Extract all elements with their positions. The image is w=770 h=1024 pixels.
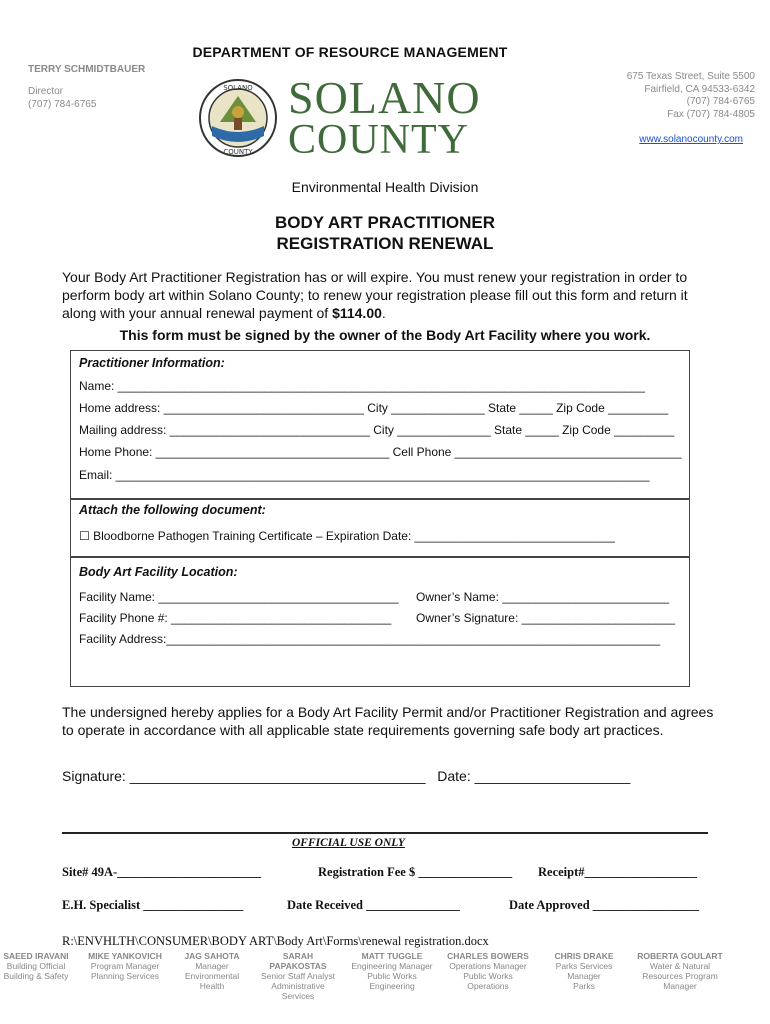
signature-field[interactable]: Signature: ______________________________________ [62, 768, 426, 784]
owner-signature-field[interactable]: Owner’s Signature: _______________________ [416, 611, 676, 625]
name-field[interactable]: Name: _______________________________________________________________________________ [79, 379, 645, 393]
staff-contact [0, 951, 72, 981]
official-use-heading: OFFICIAL USE ONLY [292, 837, 405, 849]
staff-role: Building & Safety [3, 971, 69, 981]
signature-notice: This form must be signed by the owner of the Body Art Facility where you work. [119, 327, 651, 343]
site-number-field[interactable]: Site# 49A-_______________________ [62, 865, 261, 879]
signature-line [62, 768, 630, 784]
department-title: DEPARTMENT OF RESOURCE MANAGEMENT [192, 44, 508, 60]
form-title-line2: REGISTRATION RENEWAL [276, 234, 494, 253]
director-name: TERRY SCHMIDTBAUER [28, 64, 146, 75]
email-field[interactable]: Email: ________________________________________________________________________________ [79, 468, 650, 482]
mailing-address-field[interactable]: Mailing address: ______________________________ City ______________ State _____ Zip Code _________ [79, 423, 675, 437]
facility-phone-field[interactable]: Facility Phone #: _________________________________ [79, 611, 392, 625]
staff-role: Services [281, 991, 315, 1001]
owner-name-field[interactable]: Owner’s Name: _________________________ [416, 590, 670, 604]
staff-role: Planning Services [90, 971, 160, 981]
logo-solano: SOLANO [288, 72, 481, 123]
facility-section [70, 556, 690, 687]
staff-name: CHRIS DRAKE [554, 951, 614, 961]
staff-contact [630, 951, 730, 991]
facility-address-field[interactable]: Facility Address:__________________________________________________________________________ [79, 632, 661, 646]
intro-text: Your Body Art Practitioner Registration has or will expire. You must renew your registration in order to perform body art within Solano County; to renew your registration please fill out this form and return it along with your annual renewal payment of [62, 269, 688, 321]
staff-contact [84, 951, 166, 981]
home-address-field[interactable]: Home address: ______________________________ City ______________ State _____ Zip Code _________ [79, 401, 669, 415]
staff-role: Health [199, 981, 225, 991]
practitioner-section [70, 350, 690, 500]
staff-contact [258, 951, 338, 1001]
office-address [627, 71, 755, 121]
address-line: (707) 784-6765 [686, 96, 755, 107]
divider [62, 832, 708, 834]
staff-contact [348, 951, 436, 991]
staff-role: Operations [467, 981, 509, 991]
staff-name: SAEED IRAVANI [3, 951, 69, 961]
director-title: Director [28, 86, 64, 97]
website-link[interactable]: www.solanocounty.com [639, 134, 743, 145]
staff-role: Engineering Manager [351, 961, 433, 971]
agreement-paragraph: The undersigned hereby applies for a Body Art Facility Permit and/or Practitioner Registration and agrees to operate in accordance with all applicable state requirements governing safe body art practices. [62, 704, 714, 738]
file-path: R:\ENVHLTH\CONSUMER\BODY ART\Body Art\Forms\renewal registration.docx [62, 934, 489, 948]
address-line: Fax (707) 784-4805 [667, 108, 755, 120]
eh-specialist-field[interactable]: E.H. Specialist ________________ [62, 898, 244, 912]
staff-role: Parks Services [555, 961, 613, 971]
staff-name: JAG SAHOTA [184, 951, 240, 961]
staff-name: ROBERTA GOULART [637, 951, 723, 961]
phone-field[interactable]: Home Phone: ___________________________________ Cell Phone __________________________________ [79, 445, 682, 459]
svg-text:COUNTY: COUNTY [223, 148, 253, 156]
attachment-heading: Attach the following document: [79, 503, 266, 517]
staff-name: MIKE YANKOVICH [88, 951, 162, 961]
staff-role: Engineering [369, 981, 415, 991]
staff-name: SARAH PAPAKOSTAS [269, 951, 327, 971]
division-name: Environmental Health Division [291, 179, 479, 195]
receipt-field[interactable]: Receipt#__________________ [538, 865, 698, 879]
staff-contact [444, 951, 532, 991]
date-field[interactable]: Date: ____________________ [437, 768, 631, 784]
staff-name: CHARLES BOWERS [447, 951, 529, 961]
county-logo [288, 72, 481, 163]
staff-role: Operations Manager [449, 961, 527, 971]
staff-contact [176, 951, 248, 991]
staff-role: Manager [195, 961, 229, 971]
staff-name: MATT TUGGLE [361, 951, 423, 961]
bloodborne-certificate-item[interactable]: ☐ Bloodborne Pathogen Training Certificate – Expiration Date: ______________________________ [79, 529, 615, 543]
staff-role: Parks [573, 981, 595, 991]
address-line: 675 Texas Street, Suite 5500 [626, 71, 755, 82]
staff-role: Building Official [6, 961, 66, 971]
form-title-line1: BODY ART PRACTITIONER [274, 213, 496, 232]
staff-role: Water & Natural [649, 961, 711, 971]
staff-contact [546, 951, 622, 991]
svg-text:SOLANO: SOLANO [223, 84, 253, 92]
staff-role: Resources Program [642, 971, 718, 981]
intro-end: . [381, 305, 386, 321]
staff-role: Program Manager [90, 961, 160, 971]
registration-fee-field[interactable]: Registration Fee $ _______________ [318, 865, 513, 879]
facility-heading: Body Art Facility Location: [79, 565, 238, 579]
staff-role: Manager [567, 971, 601, 981]
staff-role: Senior Staff Analyst [260, 971, 336, 981]
date-approved-field[interactable]: Date Approved _________________ [509, 898, 700, 912]
address-line: Fairfield, CA 94533-6342 [644, 83, 755, 95]
renewal-fee: $114.00 [332, 305, 382, 321]
form-title [0, 212, 770, 254]
intro-paragraph [62, 268, 712, 322]
staff-role: Public Works [463, 971, 513, 981]
practitioner-heading: Practitioner Information: [79, 356, 225, 370]
staff-role: Administrative [271, 981, 325, 991]
attachment-section [70, 498, 690, 558]
staff-role: Public Works [367, 971, 417, 981]
director-phone: (707) 784-6765 [28, 99, 97, 110]
staff-role: Environmental [184, 971, 240, 981]
facility-name-field[interactable]: Facility Name: ____________________________________ [79, 590, 399, 604]
staff-role: Manager [663, 981, 697, 991]
county-seal-icon [198, 78, 278, 158]
logo-county: COUNTY [288, 117, 469, 163]
date-received-field[interactable]: Date Received _______________ [287, 898, 460, 912]
